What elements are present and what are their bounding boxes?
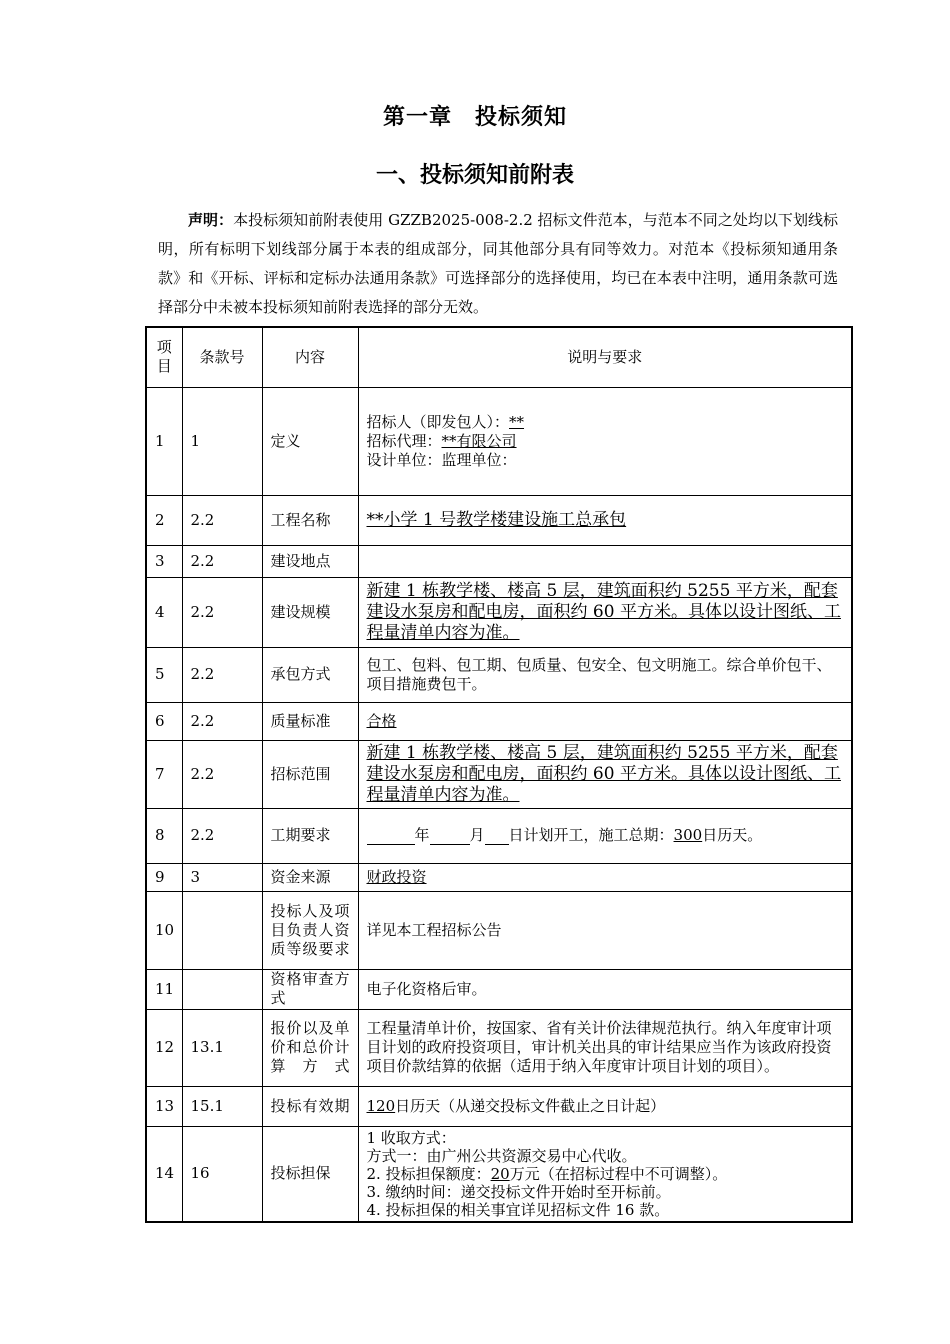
row-no: 11 [146, 969, 182, 1009]
row-item: 建设规模 [262, 577, 358, 647]
row-no: 2 [146, 495, 182, 545]
front-table [145, 326, 853, 1223]
designer-supervisor: 设计单位：监理单位： [366, 450, 517, 469]
statement-text: 本投标须知前附表使用 GZZB2025-008-2.2 招标文件范本，与范本不同之处均以下划线标明，所有标明下划线部分属于本表的组成部分，同其他部分具有同等效力。对范本《投标须知通用条款》和《开标、评标和定标办法通用条款》可选择部分的选择使用，均已在本表中注明，通用条款可选择部分中未被本投标须知前附表选择的部分无效。 [158, 211, 838, 316]
section-title: 一、投标须知前附表 [375, 162, 574, 188]
row-no: 10 [146, 891, 182, 969]
table-row [146, 1126, 852, 1222]
row-clause: 2.2 [182, 495, 262, 545]
tenderer-value: ** [509, 412, 525, 431]
header-no: 项目 [146, 327, 182, 387]
table-row [146, 1009, 852, 1086]
agent-value: **有限公司 [441, 431, 517, 450]
agent-label: 招标代理： [366, 431, 442, 450]
row-item: 工期要求 [262, 808, 358, 863]
row-clause: 2.2 [182, 808, 262, 863]
row-no: 4 [146, 577, 182, 647]
guarantee-amount: 20 [490, 1164, 510, 1183]
guarantee-line: 3. 缴纳时间：递交投标文件开始时至开标前。 [366, 1182, 671, 1201]
row-item: 工程名称 [262, 495, 358, 545]
row-desc [358, 545, 852, 577]
row-clause: 2.2 [182, 577, 262, 647]
row-no: 12 [146, 1009, 182, 1086]
row-clause [182, 969, 262, 1009]
row-clause: 3 [182, 863, 262, 891]
row-item: 报价以及单价和总价计算方式 [262, 1009, 358, 1086]
row-no: 8 [146, 808, 182, 863]
guarantee-line: 方式一：由广州公共资源交易中心代收。 [366, 1146, 637, 1165]
validity-days: 120 [366, 1096, 396, 1115]
month-label: 月 [469, 826, 485, 844]
tenderer-label: 招标人（即发包人）： [366, 412, 510, 431]
row-item: 投标担保 [262, 1126, 358, 1222]
row-no: 7 [146, 740, 182, 808]
row-item: 投标有效期 [262, 1086, 358, 1126]
row-desc: 合格 [358, 702, 852, 740]
row-no: 3 [146, 545, 182, 577]
header-clause: 条款号 [182, 327, 262, 387]
statement-label: 声明： [188, 211, 234, 229]
blank-year [367, 828, 415, 845]
row-clause: 1 [182, 387, 262, 495]
row-clause: 13.1 [182, 1009, 262, 1086]
guarantee-amount-label: 2. 投标担保额度： [366, 1164, 491, 1183]
table-row [146, 740, 852, 808]
row-clause [182, 891, 262, 969]
row-item: 投标人及项目负责人资质等级要求 [262, 891, 358, 969]
row-no: 1 [146, 387, 182, 495]
table-row [146, 891, 852, 969]
row-desc [358, 1126, 852, 1222]
year-label: 年 [414, 826, 430, 844]
row-desc: **小学 1 号教学楼建设施工总承包 [358, 495, 852, 545]
table-row [146, 808, 852, 863]
validity-text: 日历天（从递交投标文件截止之日计起） [395, 1096, 666, 1115]
guarantee-line: 1 收取方式： [366, 1128, 456, 1147]
row-desc: 新建 1 栋教学楼、楼高 5 层，建筑面积约 5255 平方米，配套建设水泵房和配电房，面积约 60 平方米。具体以设计图纸、工程量清单内容为准。 [358, 740, 852, 808]
day-label: 日计划开工，施工总期： [508, 826, 674, 844]
row-item: 资金来源 [262, 863, 358, 891]
table-row [146, 969, 852, 1009]
table-row [146, 577, 852, 647]
row-desc [358, 387, 852, 495]
guarantee-amount-tail: 万元（在招标过程中不可调整）。 [509, 1164, 728, 1183]
row-item: 定义 [262, 387, 358, 495]
header-item: 内容 [262, 327, 358, 387]
row-desc: 财政投资 [358, 863, 852, 891]
duration-tail: 日历天。 [702, 826, 763, 844]
row-desc: 包工、包料、包工期、包质量、包安全、包文明施工。综合单价包干、项目措施费包干。 [358, 647, 852, 702]
chapter-title: 第一章 投标须知 [382, 104, 567, 130]
table-row [146, 387, 852, 495]
guarantee-line: 4. 投标担保的相关事宜详见招标文件 16 款。 [366, 1200, 670, 1219]
row-no: 9 [146, 863, 182, 891]
blank-day [485, 828, 509, 845]
table-row [146, 495, 852, 545]
header-desc: 说明与要求 [358, 327, 852, 387]
row-desc: 电子化资格后审。 [358, 969, 852, 1009]
table-header-row [146, 327, 852, 387]
table-row [146, 863, 852, 891]
blank-month [430, 828, 470, 845]
statement-paragraph [158, 206, 838, 322]
row-no: 14 [146, 1126, 182, 1222]
row-clause: 2.2 [182, 545, 262, 577]
row-no: 13 [146, 1086, 182, 1126]
row-clause: 2.2 [182, 647, 262, 702]
row-no: 6 [146, 702, 182, 740]
row-item: 资格审查方式 [262, 969, 358, 1009]
row-clause: 16 [182, 1126, 262, 1222]
row-item: 建设地点 [262, 545, 358, 577]
row-clause: 15.1 [182, 1086, 262, 1126]
row-desc: 工程量清单计价，按国家、省有关计价法律规范执行。纳入年度审计项目计划的政府投资项目，审计机关出具的审计结果应当作为该政府投资项目价款结算的依据（适用于纳入年度审计项目计划的项目）。 [358, 1009, 852, 1086]
table-row [146, 1086, 852, 1126]
table-row [146, 702, 852, 740]
table-row [146, 647, 852, 702]
row-item: 质量标准 [262, 702, 358, 740]
row-clause: 2.2 [182, 740, 262, 808]
row-item: 招标范围 [262, 740, 358, 808]
row-item: 承包方式 [262, 647, 358, 702]
row-desc: 详见本工程招标公告 [358, 891, 852, 969]
row-clause: 2.2 [182, 702, 262, 740]
row-no: 5 [146, 647, 182, 702]
row-desc [358, 808, 852, 863]
duration-days: 300 [673, 826, 703, 844]
table-row [146, 545, 852, 577]
row-desc [358, 1086, 852, 1126]
row-desc: 新建 1 栋教学楼、楼高 5 层，建筑面积约 5255 平方米，配套建设水泵房和配电房，面积约 60 平方米。具体以设计图纸、工程量清单内容为准。 [358, 577, 852, 647]
